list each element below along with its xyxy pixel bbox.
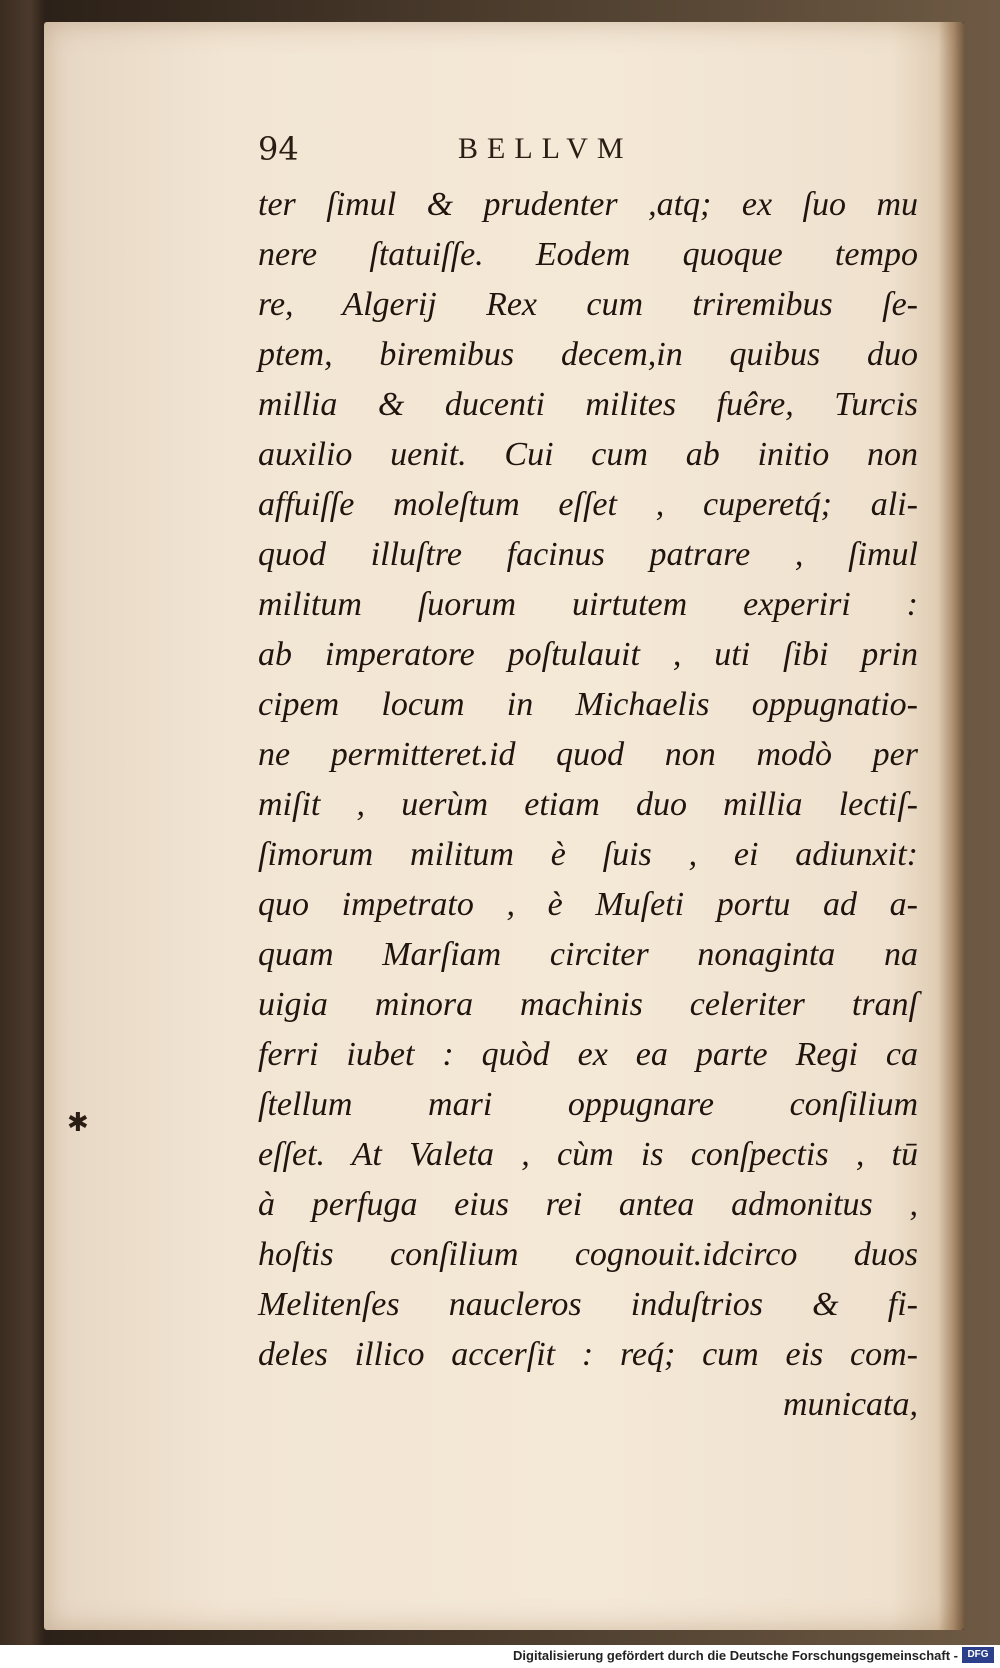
text-line: millia & ducenti milites fuêre, Turcis	[258, 386, 918, 423]
dfg-logo: DFG	[962, 1647, 994, 1663]
funding-credit: Digitalisierung gefördert durch die Deutsche Forschungsgemeinschaft -	[513, 1648, 958, 1663]
running-head	[258, 130, 638, 170]
margin-mark: ✱	[67, 1108, 89, 1138]
text-line: ſtellum mari oppugnare conſilium	[258, 1086, 918, 1123]
text-line: affuiſſe moleſtum eſſet , cuperetq́; ali-	[258, 486, 918, 523]
text-line: re, Algerij Rex cum triremibus ſe-	[258, 286, 918, 323]
text-line: à perfuga eius rei antea admonitus ,	[258, 1186, 918, 1223]
text-line: cipem locum in Michaelis oppugnatio-	[258, 686, 918, 723]
body-text	[258, 180, 918, 1430]
text-line: ne permitteret.id quod non modò per	[258, 736, 918, 773]
page-number: 94	[258, 130, 299, 168]
text-line: quam Marſiam circiter nonaginta na	[258, 936, 918, 973]
text-line: hoſtis conſilium cognouit.idcirco duos	[258, 1236, 918, 1273]
text-line: ptem, biremibus decem,in quibus duo	[258, 336, 918, 373]
text-line: quod illuſtre facinus patrare , ſimul	[258, 536, 918, 573]
page-edge-shadow	[938, 22, 964, 1630]
footer-bar	[0, 1645, 1000, 1668]
text-line: nere ſtatuiſſe. Eodem quoque tempo	[258, 236, 918, 273]
text-line: auxilio uenit. Cui cum ab initio non	[258, 436, 918, 473]
text-line: militum ſuorum uirtutem experiri :	[258, 586, 918, 623]
text-line: deles illico accerſit : req́; cum eis com-	[258, 1336, 918, 1373]
text-line: eſſet. At Valeta , cùm is conſpectis , tū	[258, 1136, 918, 1173]
text-line: Melitenſes naucleros induſtrios & fi-	[258, 1286, 918, 1323]
text-line: uigia minora machinis celeriter tranſ	[258, 986, 918, 1023]
text-line: ſimorum militum è ſuis , ei adiunxit:	[258, 836, 918, 873]
text-line: miſit , uerùm etiam duo millia lectiſ-	[258, 786, 918, 823]
text-line: ab imperatore poſtulauit , uti ſibi prin	[258, 636, 918, 673]
text-line: quo impetrato , è Muſeti portu ad a-	[258, 886, 918, 923]
running-title: BELLVM	[458, 132, 633, 165]
catchword-line: municata,	[782, 1386, 918, 1423]
text-line: ferri iubet : quòd ex ea parte Regi ca	[258, 1036, 918, 1073]
text-line: ter ſimul & prudenter ,atq; ex ſuo mu	[258, 186, 918, 223]
